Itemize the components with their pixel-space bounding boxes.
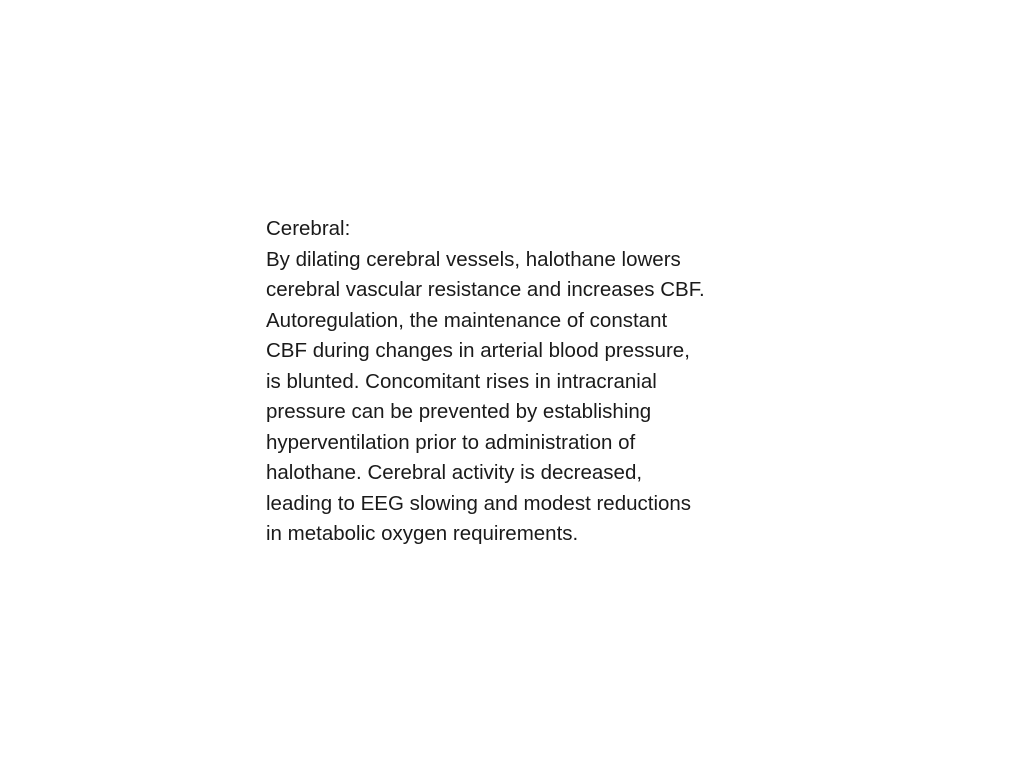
body-line: CBF during changes in arterial blood pressure, — [266, 339, 690, 362]
body-line: in metabolic oxygen requirements. — [266, 522, 579, 545]
body-line: is blunted. Concomitant rises in intracranial — [266, 369, 657, 393]
body-line: By dilating cerebral vessels, halothane lowers — [266, 247, 681, 271]
body-line: cerebral vascular resistance and increases CBF. — [266, 278, 705, 301]
body-line: Autoregulation, the maintenance of constant — [266, 308, 668, 332]
body-line: halothane. Cerebral activity is decreased, — [266, 461, 643, 484]
slide-heading: Cerebral: — [266, 217, 351, 240]
body-line: hyperventilation prior to administration of — [266, 430, 636, 454]
slide-text-block — [266, 214, 766, 550]
body-line: leading to EEG slowing and modest reductions — [266, 491, 692, 515]
body-line: pressure can be prevented by establishing — [266, 400, 652, 423]
